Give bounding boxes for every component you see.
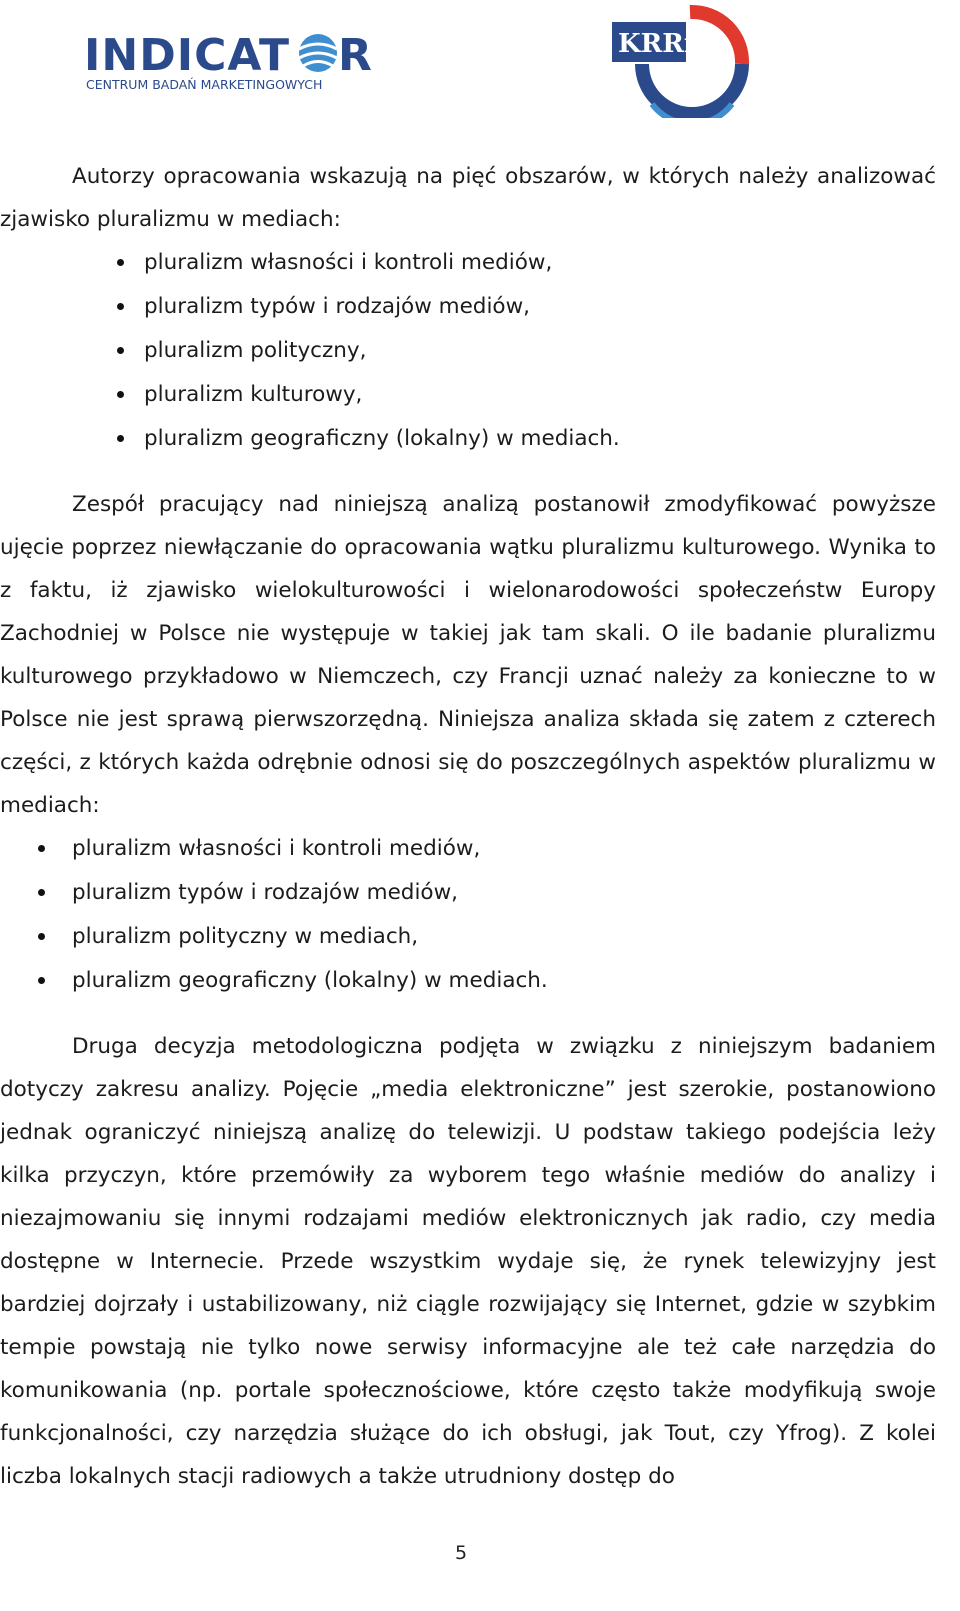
- document-body: [0, 155, 936, 1498]
- paragraph-2: Zespół pracujący nad niniejszą analizą postanowił zmodyfikować powyższe ujęcie poprzez niewłączanie do opracowania wątku pluralizmu kulturowego. Wynika to z faktu, iż zjawisko wielokulturowości i wielonarodowości społeczeństw Europy Zachodniej w Polsce nie występuje w takiej jak tam skali. O ile badanie pluralizmu kulturowego przykładowo w Niemczech, czy Francji uznać należy za konieczne to w Polsce nie jest sprawą pierwszorzędną. Niniejsza analiza składa się zatem z czterech części, z których każda odrębnie odnosi się do poszczególnych aspektów pluralizmu w mediach:: [0, 492, 936, 818]
- list-item: pluralizm geograficzny (lokalny) w mediach.: [0, 959, 936, 1003]
- indicator-logo-text: INDICAT: [84, 30, 291, 81]
- krrit-logo-text: KRRiT: [618, 29, 714, 59]
- page-header: [0, 0, 960, 130]
- indicator-logo-r: R: [338, 30, 372, 81]
- krrit-logo: [612, 4, 772, 118]
- bullet-list-2: [0, 827, 936, 1003]
- paragraph-3: Druga decyzja metodologiczna podjęta w związku z niniejszym badaniem dotyczy zakresu analizy. Pojęcie „media elektroniczne” jest szerokie, postanowiono jednak ograniczyć niniejszą analizę do telewizji. U podstaw takiego podejścia leży kilka przyczyn, które przemówiły za wyborem tego właśnie mediów do analizy i niezajmowaniu się innymi rodzajami mediów elektronicznych jak radio, czy media dostępne w Internecie. Przede wszystkim wydaje się, że rynek telewizyjny jest bardziej dojrzały i ustabilizowany, niż ciągle rozwijający się Internet, gdzie w szybkim tempie powstają nie tylko nowe serwisy informacyjne ale też całe narzędzia do komunikowania (np. portale społecznościowe, które często także modyfikują swoje funkcjonalności, czy narzędzia służące do ich obsługi, jak Tout, czy Yfrog). Z kolei liczba lokalnych stacji radiowych a także utrudniony dostęp do: [0, 1034, 936, 1489]
- indicator-logo: [84, 24, 384, 94]
- page-number: 5: [454, 1542, 468, 1564]
- list-item: pluralizm typów i rodzajów mediów,: [0, 871, 936, 915]
- list-item: pluralizm polityczny,: [0, 329, 936, 373]
- list-item: pluralizm typów i rodzajów mediów,: [0, 285, 936, 329]
- paragraph-1: Autorzy opracowania wskazują na pięć obszarów, w których należy analizować zjawisko pluralizmu w mediach:: [0, 164, 936, 232]
- indicator-logo-subtitle: CENTRUM BADAŃ MARKETINGOWYCH: [86, 77, 323, 92]
- list-item: pluralizm kulturowy,: [0, 373, 936, 417]
- list-item: pluralizm własności i kontroli mediów,: [0, 241, 936, 285]
- globe-icon: [299, 34, 337, 72]
- bullet-list-1: [0, 241, 936, 461]
- list-item: pluralizm geograficzny (lokalny) w mediach.: [0, 417, 936, 461]
- list-item: pluralizm własności i kontroli mediów,: [0, 827, 936, 871]
- list-item: pluralizm polityczny w mediach,: [0, 915, 936, 959]
